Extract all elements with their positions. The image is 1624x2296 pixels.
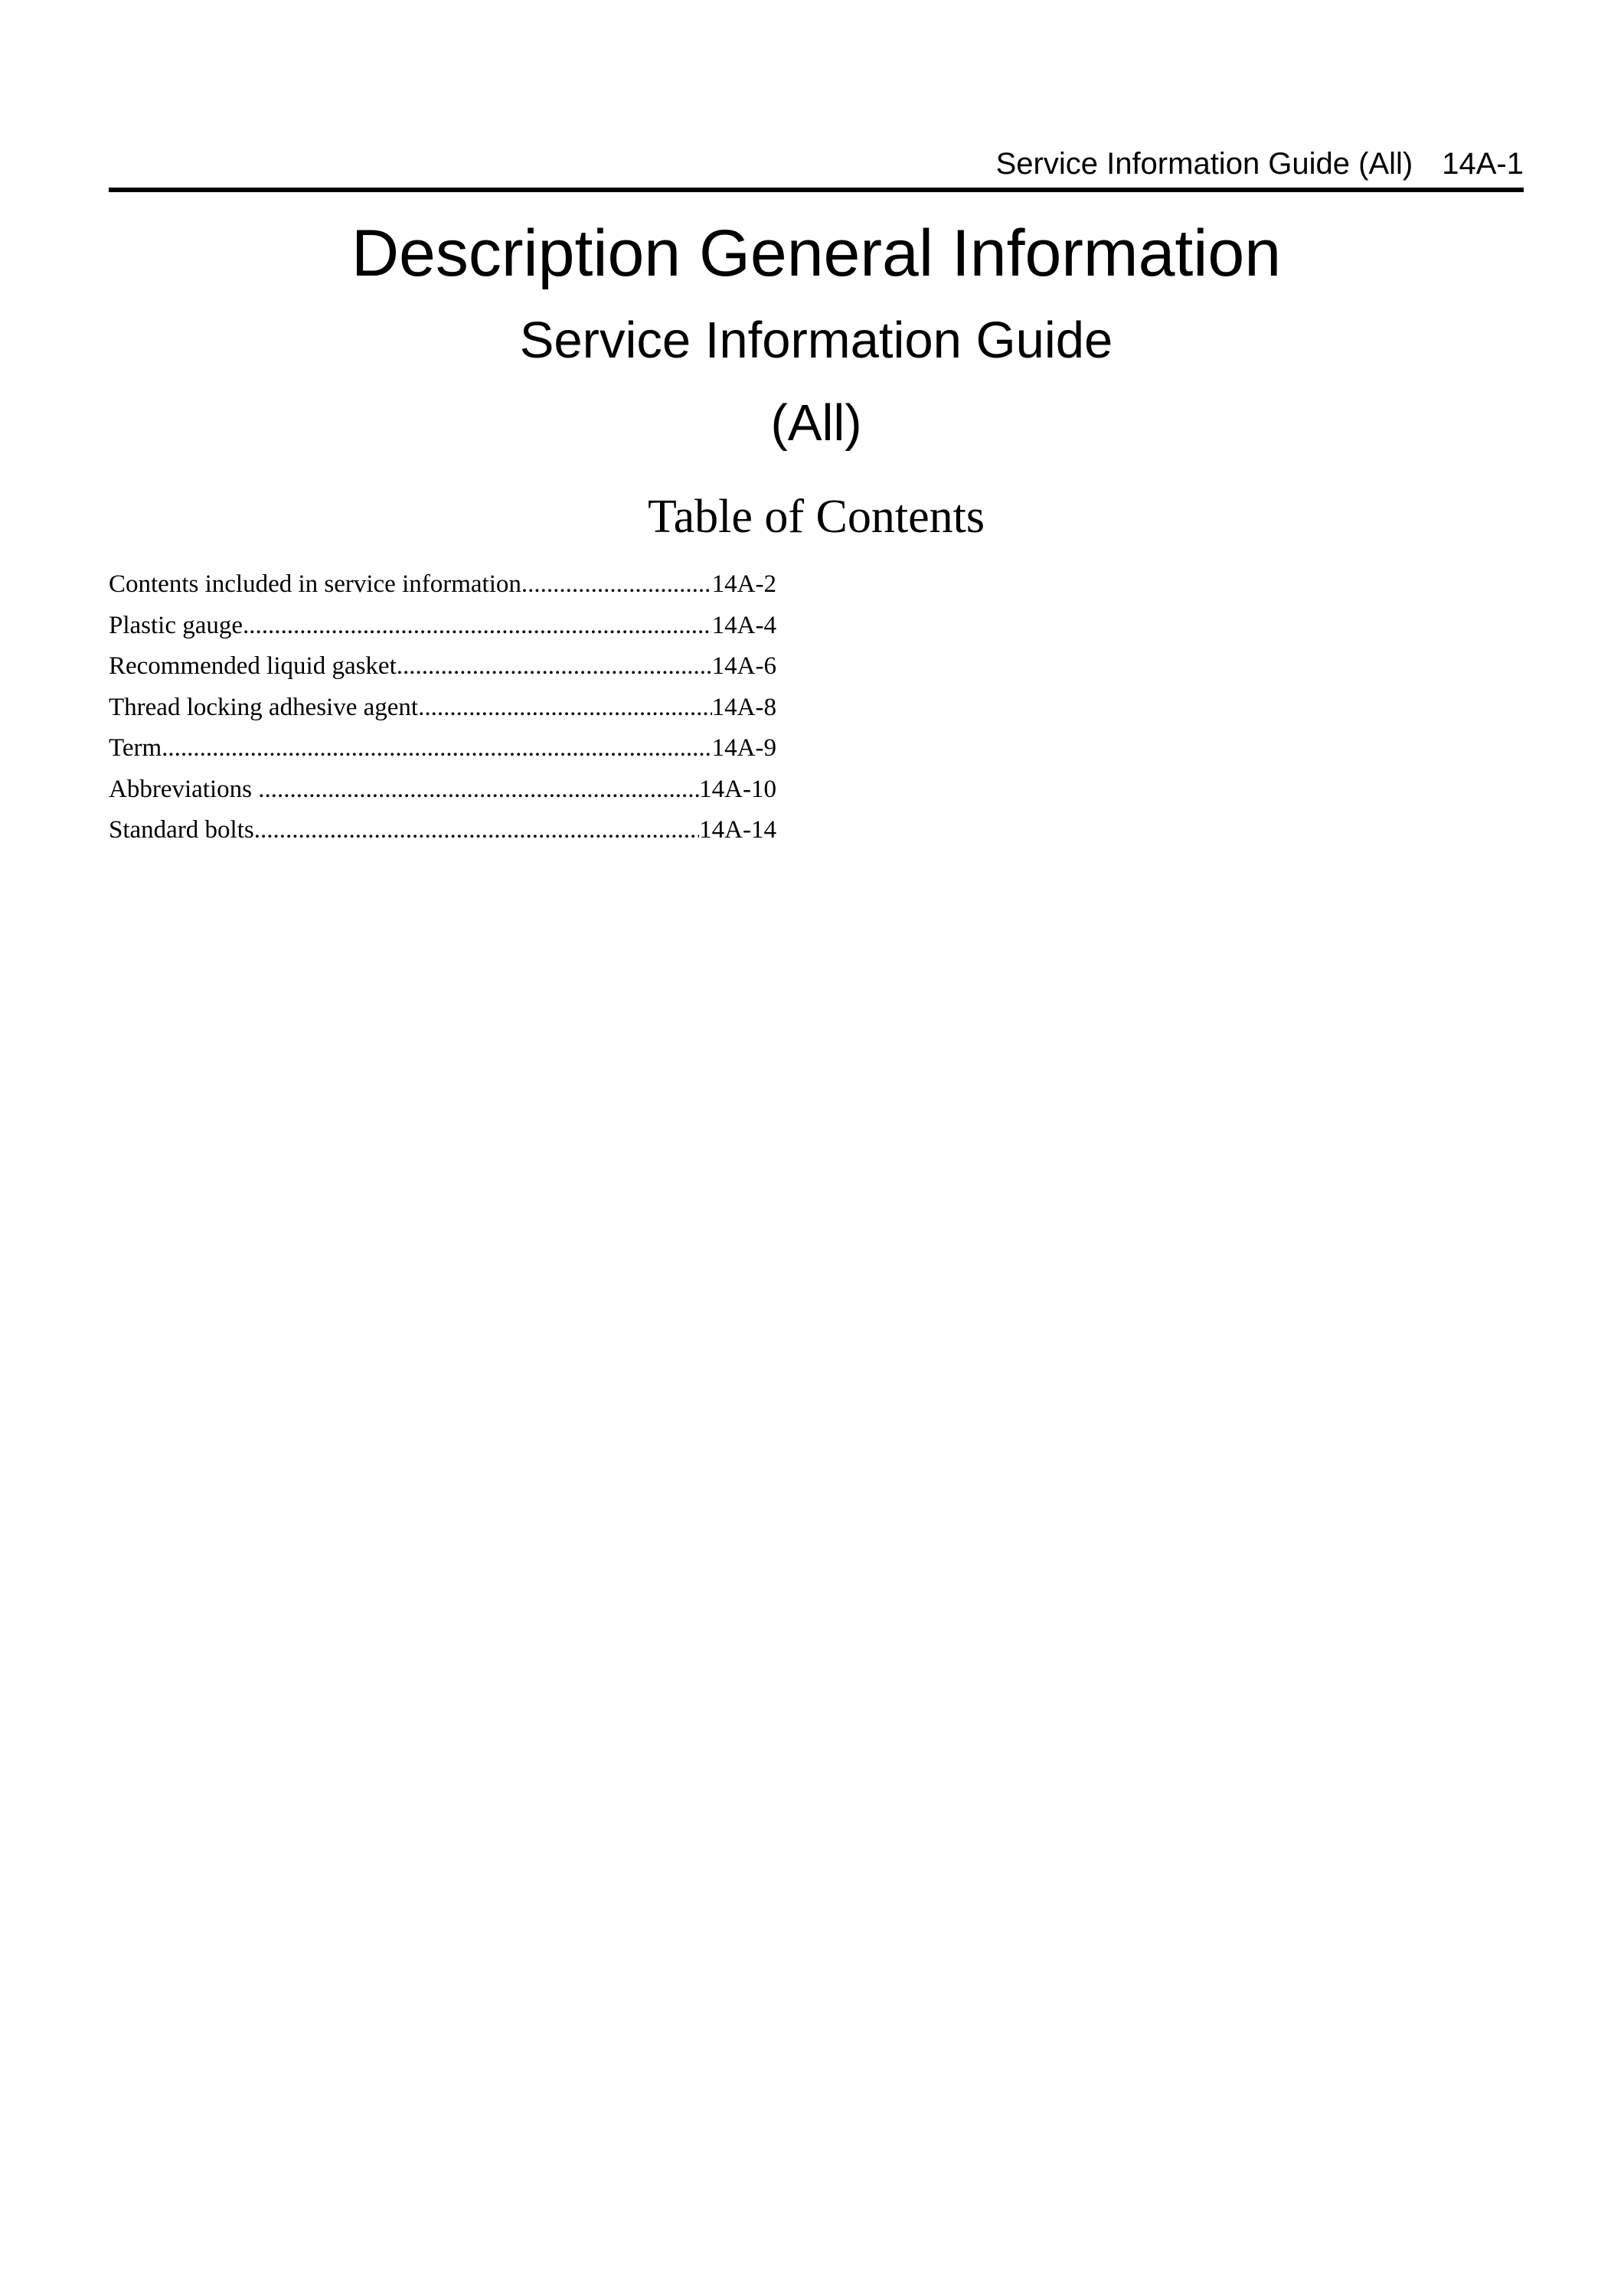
header-rule — [109, 188, 1524, 192]
document-title: Description General Information — [351, 217, 1282, 290]
toc-entry-text: Thread locking adhesive agent — [109, 693, 419, 721]
toc-entry-text: Standard bolts — [109, 816, 254, 844]
toc-heading: Table of Contents — [648, 491, 985, 543]
toc-entry-page: 14A-4 — [711, 611, 776, 639]
table-of-contents — [109, 564, 776, 851]
toc-dot-leader — [521, 564, 712, 606]
toc-dot-leader — [418, 687, 712, 729]
toc-entry-recommended-liquid-gasket[interactable] — [109, 646, 776, 687]
toc-entry-page: 14A-2 — [711, 570, 776, 598]
running-header — [109, 142, 1524, 185]
document-scope: (All) — [770, 394, 862, 452]
toc-entry-contents-included[interactable] — [109, 564, 776, 606]
document-subtitle: Service Information Guide — [519, 312, 1113, 369]
toc-dot-leader — [258, 769, 699, 811]
running-header-title: Service Information Guide (All) — [995, 147, 1413, 181]
toc-entry-thread-locking-adhesive[interactable] — [109, 687, 776, 729]
toc-dot-leader — [243, 606, 712, 647]
toc-entry-text: Contents included in service information — [109, 570, 521, 598]
toc-entry-text: Plastic gauge — [109, 611, 243, 639]
toc-entry-standard-bolts[interactable] — [109, 810, 776, 851]
toc-entry-page: 14A-6 — [711, 652, 776, 680]
running-header-page-number: 14A-1 — [1442, 147, 1524, 181]
toc-entry-text: Abbreviations — [109, 775, 259, 803]
toc-entry-text: Recommended liquid gasket — [109, 652, 397, 680]
toc-entry-page: 14A-9 — [711, 734, 776, 762]
toc-entry-plastic-gauge[interactable] — [109, 606, 776, 647]
toc-entry-page: 14A-10 — [699, 775, 776, 803]
toc-entry-page: 14A-14 — [699, 816, 776, 844]
toc-entry-term[interactable] — [109, 728, 776, 769]
toc-entry-page: 14A-8 — [711, 693, 776, 721]
toc-dot-leader — [397, 646, 712, 687]
toc-entry-abbreviations[interactable] — [109, 769, 776, 811]
toc-dot-leader — [162, 728, 712, 769]
toc-dot-leader — [254, 810, 699, 851]
toc-entry-text: Term — [109, 734, 162, 762]
